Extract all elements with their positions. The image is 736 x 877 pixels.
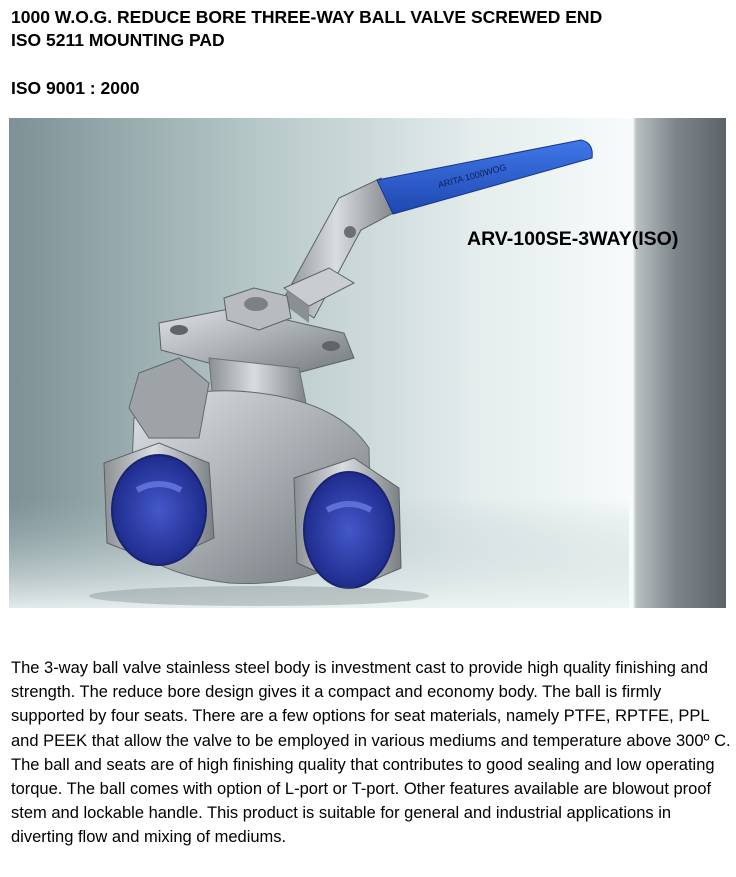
- title-line-1: 1000 W.O.G. REDUCE BORE THREE-WAY BALL VALVE SCREWED END: [11, 7, 603, 27]
- product-title: [11, 6, 731, 52]
- model-number: ARV-100SE-3WAY(ISO): [467, 228, 679, 250]
- title-line-2: ISO 5211 MOUNTING PAD: [11, 30, 225, 50]
- product-photo: [9, 118, 726, 608]
- handle-brand-text: ARITA 1000WOG: [436, 162, 508, 190]
- product-description: The 3-way ball valve stainless steel body is investment cast to provide high quality finishing and strength. The reduce bore design gives it a compact and economy body. The ball is firmly supported by four seats. There are a few options for seat materials, namely PTFE, RPTFE, PPL and PEEK that allow the valve to be employed in various mediums and temperature above 300º C. The ball and seats are of high finishing quality that contributes to good sealing and low operating torque. The ball comes with option of L-port or T-port. Other features available are blowout proof stem and lockable handle. This product is suitable for general and industrial applications in diverting flow and mixing of mediums.: [11, 659, 731, 847]
- certification-label: ISO 9001 : 2000: [11, 78, 140, 98]
